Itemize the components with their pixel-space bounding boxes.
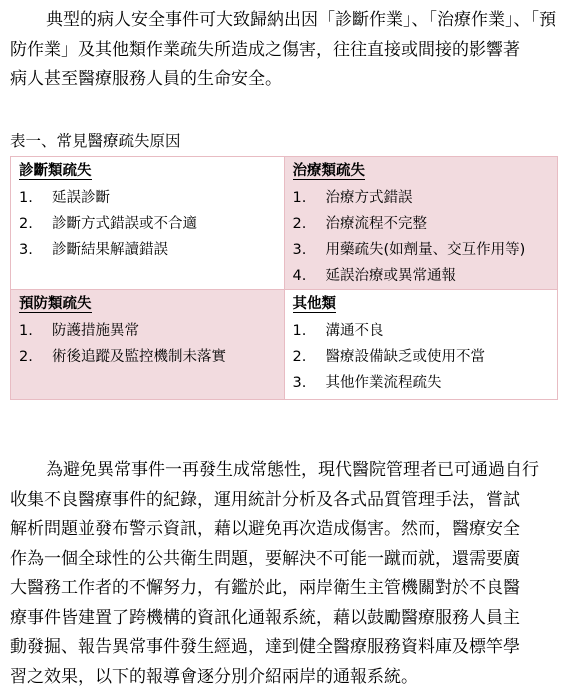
item-number: 2.: [292, 349, 307, 365]
list-item: [19, 185, 284, 211]
list-item: [19, 318, 284, 344]
item-number: 1.: [19, 323, 33, 339]
cell-title: [285, 157, 558, 181]
cell-title: [11, 157, 284, 181]
list-item: [19, 211, 284, 237]
prevention-errors-cell: [11, 290, 285, 400]
other-errors-cell: [284, 290, 558, 400]
body-line-6: 療事件皆建置了跨機構的資訊化通報系統，藉以鼓勵醫療服務人員主: [10, 607, 520, 628]
prevention-errors-list: [11, 318, 284, 370]
item-text: 術後追蹤及監控機制未落實: [52, 349, 226, 365]
intro-line-1: 典型的病人安全事件可大致歸納出因「診斷作業」、「治療作業」、「預: [46, 10, 556, 30]
item-number: 1.: [292, 323, 307, 339]
item-number: 1.: [292, 190, 307, 206]
list-item: [293, 185, 558, 211]
list-item: [293, 237, 558, 263]
treatment-errors-title: 治療類疏失: [292, 163, 365, 179]
body-line-2: 收集不良醫療事件的紀錄，運用統計分析及各式品質管理手法，嘗試: [10, 489, 520, 510]
cell-title: [285, 290, 558, 314]
body-line-3: 解析問題並發布警示資訊，藉以避免再次造成傷害。然而，醫療安全: [10, 519, 520, 539]
other-errors-list: [285, 318, 558, 396]
list-item: [19, 344, 284, 370]
treatment-errors-cell: [284, 157, 558, 290]
item-text: 溝通不良: [325, 323, 384, 339]
list-item: [293, 318, 558, 344]
list-item: [19, 237, 284, 263]
item-number: 2.: [19, 349, 33, 365]
treatment-errors-list: [285, 185, 558, 289]
list-item: [293, 370, 558, 396]
item-text: 治療方式錯誤: [325, 190, 413, 206]
item-number: 2.: [292, 216, 307, 232]
list-item: [293, 263, 558, 289]
medical-error-causes-table: [10, 156, 558, 400]
item-text: 其他作業流程疏失: [325, 375, 442, 391]
item-number: 3.: [292, 242, 307, 258]
item-text: 用藥疏失(如劑量、交互作用等): [325, 242, 526, 258]
item-text: 防護措施異常: [52, 323, 139, 339]
body-line-5: 大醫務工作者的不懈努力，有鑑於此，兩岸衛生主管機關對於不良醫: [10, 578, 520, 598]
item-number: 4.: [292, 268, 307, 284]
body-line-7: 動發掘、報告異常事件發生經過，達到健全醫療服務資料庫及標竿學: [10, 637, 520, 657]
list-item: [293, 344, 558, 370]
diagnosis-errors-cell: [11, 157, 285, 290]
item-number: 3.: [292, 375, 307, 391]
intro-paragraph: [10, 6, 558, 95]
intro-line-3: 病人甚至醫療服務人員的生命安全。: [10, 69, 282, 89]
item-number: 3.: [19, 242, 33, 258]
item-text: 診斷結果解讀錯誤: [52, 242, 168, 258]
table-row: [11, 290, 558, 400]
intro-line-2: 防作業」及其他類作業疏失所造成之傷害，往往直接或間接的影響著: [10, 39, 520, 60]
item-number: 1.: [19, 190, 33, 206]
diagnosis-errors-list: [11, 185, 284, 263]
item-text: 醫療設備缺乏或使用不當: [325, 349, 485, 365]
list-item: [293, 211, 558, 237]
item-text: 延誤治療或異常通報: [325, 268, 456, 284]
diagnosis-errors-title: 診斷類疏失: [19, 163, 92, 179]
item-text: 診斷方式錯誤或不合適: [52, 216, 197, 232]
body-line-4: 作為一個全球性的公共衛生問題，要解決不可能一蹴而就，還需要廣: [10, 548, 520, 569]
item-text: 治療流程不完整: [325, 216, 427, 232]
other-errors-title: 其他類: [292, 296, 336, 312]
item-number: 2.: [19, 216, 33, 232]
table-caption: 表一、常見醫療疏失原因: [10, 132, 181, 150]
table-row: [11, 157, 558, 290]
body-paragraph: [10, 456, 558, 692]
cell-title: [11, 290, 284, 314]
prevention-errors-title: 預防類疏失: [19, 296, 92, 312]
item-text: 延誤診斷: [52, 190, 110, 206]
body-line-1: 為避免異常事件一再發生成常態性，現代醫院管理者已可通過自行: [46, 460, 539, 480]
body-line-8: 習之效果，以下的報導會逐分別介紹兩岸的通報系統。: [10, 666, 418, 687]
